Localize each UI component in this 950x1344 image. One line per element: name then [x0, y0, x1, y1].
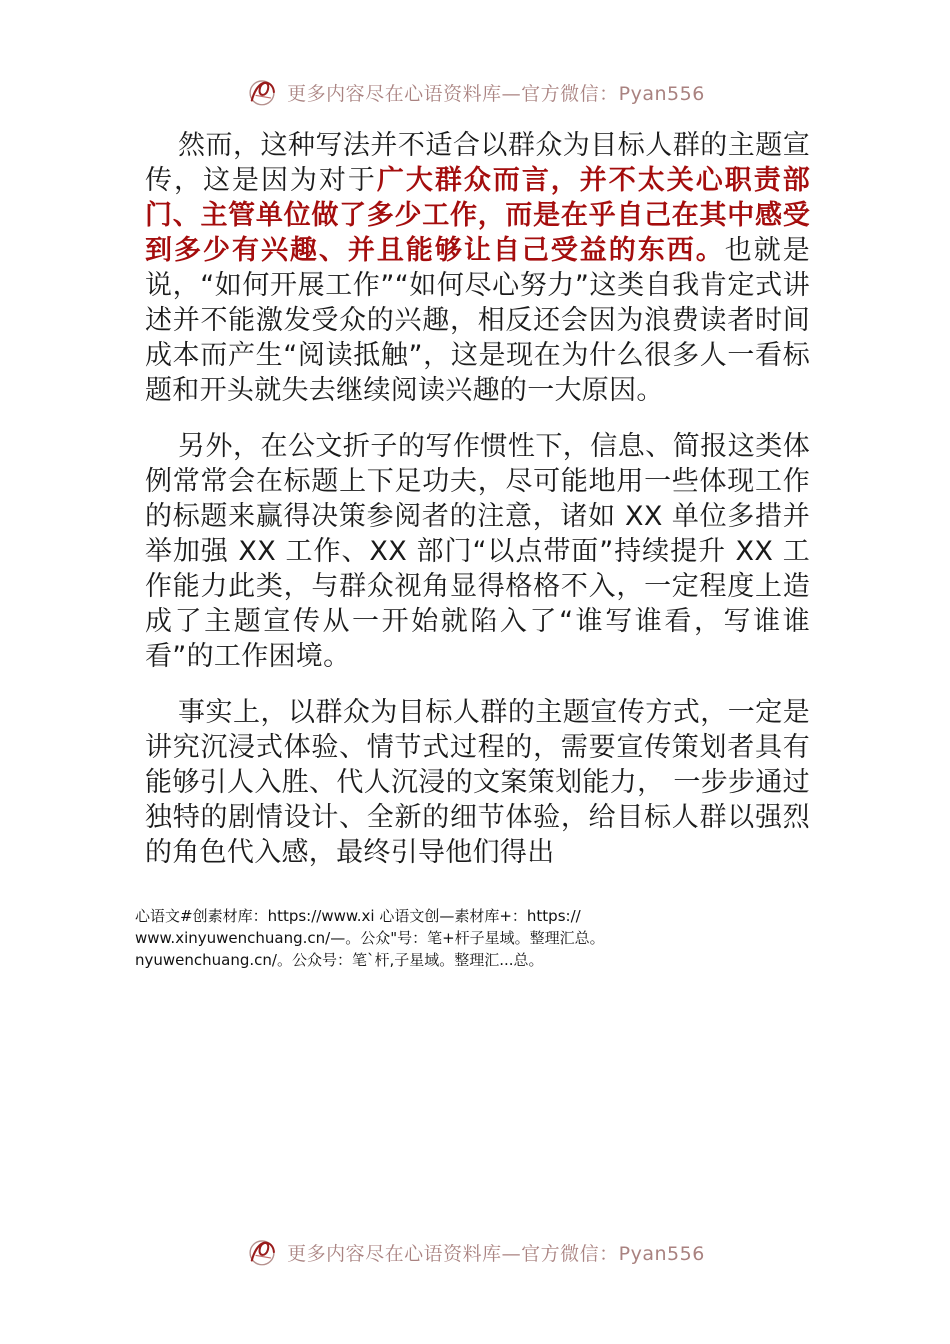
paragraph-3: 事实上，以群众为目标人群的主题宣传方式，一定是讲究沉浸式体验、情节式过程的，需要宣传策划者具有能够引人入胜、代人沉浸的文案策划能力， 一步步通过独特的剧情设计、全新的细节体验，给目标人群以强烈的角色代入感，最终引导他们得出	[145, 697, 810, 868]
banner-text: 更多内容尽在心语资料库—官方微信：Pyan556	[287, 1242, 705, 1265]
footer-banner	[0, 1230, 950, 1274]
paragraph-1-text-after: 也就是说，“如何开展工作”“如何尽心努力”这类自我肯定式讲述并不能激发受众的兴趣，相反还会因为浪费读者时间成本而产生“阅读抵触”，这是现在为什么很多人一看标题和开头就失去继续阅读兴趣的一大原因。	[145, 235, 811, 406]
paragraph-1-text-before: 然而，这种写法并不适合以群众为目标人群的主题宣传，这是因为对于	[145, 130, 810, 196]
footnote-line-3: nyuwenchuang.cn/。公众号：笔`杆,子星域。整理汇...总。	[135, 951, 544, 969]
footnote-line-1: 心语文#创素材库：https://www.xi 心语文创—素材库+：https://	[135, 907, 581, 925]
wechat-id: Pyan556	[618, 1242, 705, 1265]
paragraph-2: 另外，在公文折子的写作惯性下，信息、简报这类体例常常会在标题上下足功夫，尽可能地用一些体现工作的标题来赢得决策参阅者的注意，诸如 XX 单位多措并举加强 XX 工作、XX 部门“以点带面”持续提升 XX 工作能力此类，与群众视角显得格格不入，一定程度上造成了主题宣传从一开始就陷入了“谁写谁看，写谁谁看”的工作困境。	[145, 431, 810, 672]
banner-text: 更多内容尽在心语资料库—官方微信：Pyan556	[287, 82, 705, 105]
header-banner	[0, 70, 950, 114]
signature-logo-icon	[245, 75, 279, 109]
paragraph-1	[145, 128, 810, 408]
document-body	[145, 128, 810, 891]
signature-logo-icon	[245, 1235, 279, 1269]
wechat-id: Pyan556	[618, 82, 705, 105]
source-footnote	[135, 905, 825, 971]
footnote-line-2: www.xinyuwenchuang.cn/—。公众"号：笔+杆子星域。整理汇总。	[135, 929, 605, 947]
paragraph-1-highlight: 广大群众而言，并不太关心职责部门、主管单位做了多少工作，而是在乎自己在其中感受到多少有兴趣、并且能够让自己受益的东西。	[145, 165, 810, 266]
